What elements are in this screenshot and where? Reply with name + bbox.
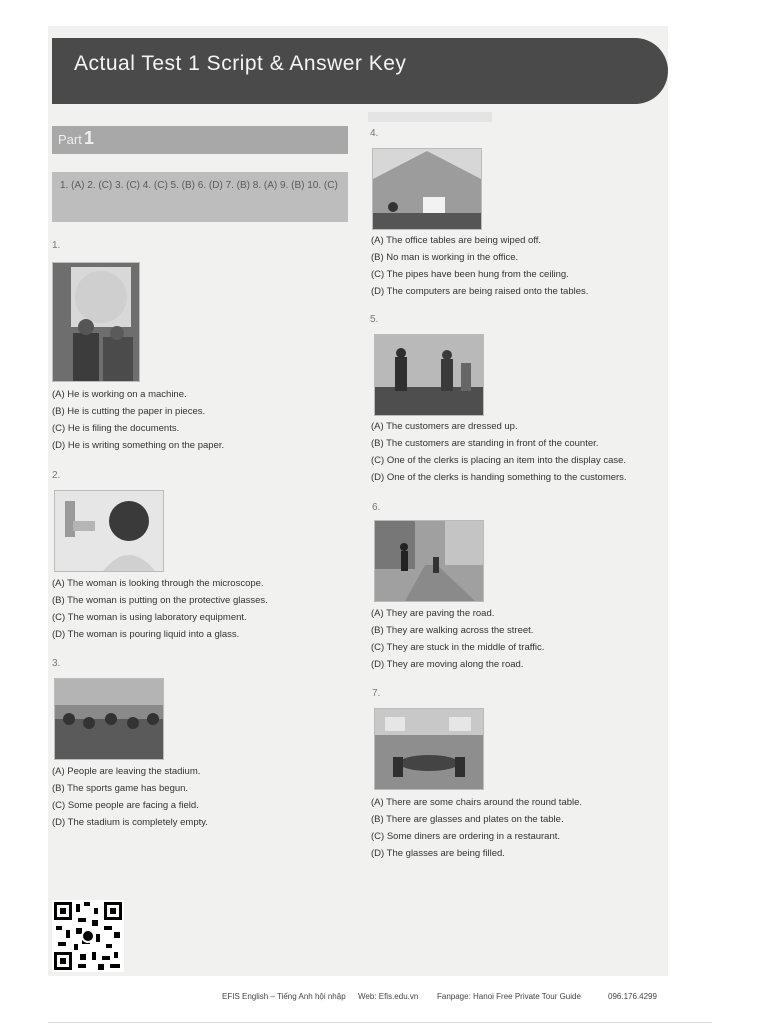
option-a: (A) They are paving the road.	[371, 608, 495, 619]
answer-key: 1. (A) 2. (C) 3. (C) 4. (C) 5. (B) 6. (D) 7. (B) 8. (A) 9. (B) 10. (C)	[52, 172, 348, 222]
options-q3	[52, 763, 208, 831]
options-q4	[371, 232, 588, 300]
option-b: (B) There are glasses and plates on the table.	[371, 814, 564, 825]
woman-laboratory-photo	[54, 490, 164, 572]
title-banner	[52, 38, 668, 104]
option-c: (C) Some people are facing a field.	[52, 800, 199, 811]
option-c: (C) They are stuck in the middle of traffic.	[371, 642, 545, 653]
question-number: 2.	[52, 470, 61, 481]
option-d: (D) The computers are being raised onto the tables.	[371, 286, 589, 297]
footer-phone: 096.176.4299	[608, 992, 657, 1001]
question-number: 7.	[372, 688, 381, 699]
options-q1	[52, 386, 224, 454]
footer-brand: EFIS English – Tiếng Anh hội nhập	[222, 992, 346, 1001]
options-q7	[371, 794, 582, 862]
page-title: Actual Test 1 Script & Answer Key	[74, 52, 407, 75]
option-b: (B) The woman is putting on the protective glasses.	[52, 595, 268, 606]
option-a: (A) There are some chairs around the round table.	[371, 797, 583, 808]
part-label: Part	[58, 132, 82, 147]
option-d: (D) He is writing something on the paper.	[52, 440, 225, 451]
option-d: (D) One of the clerks is handing something to the customers.	[371, 472, 627, 483]
option-a: (A) The customers are dressed up.	[371, 421, 518, 432]
street-people-photo	[374, 520, 484, 602]
question-number: 3.	[52, 658, 61, 669]
option-c: (C) One of the clerks is placing an item into the display case.	[371, 455, 627, 466]
option-a: (A) People are leaving the stadium.	[52, 766, 201, 777]
options-q2	[52, 575, 268, 643]
question-number: 1.	[52, 240, 61, 251]
options-q5	[371, 418, 627, 486]
dining-room-photo	[374, 708, 484, 790]
qr-code-icon	[52, 900, 124, 972]
option-b: (B) They are walking across the street.	[371, 625, 534, 636]
option-a: (A) The woman is looking through the microscope.	[52, 578, 264, 589]
option-d: (D) The woman is pouring liquid into a glass.	[52, 629, 240, 640]
part-number: 1	[84, 128, 95, 148]
question-number: 6.	[372, 502, 381, 513]
office-photo	[372, 148, 482, 230]
option-b: (B) The sports game has begun.	[52, 783, 189, 794]
option-b: (B) He is cutting the paper in pieces.	[52, 406, 206, 417]
option-a: (A) The office tables are being wiped off.	[371, 235, 542, 246]
store-counter-photo	[374, 334, 484, 416]
stadium-crowd-photo	[54, 678, 164, 760]
question-number: 5.	[370, 314, 379, 325]
part-header	[52, 126, 348, 154]
option-d: (D) The stadium is completely empty.	[52, 817, 208, 828]
options-q6	[371, 605, 544, 673]
option-c: (C) The pipes have been hung from the ceiling.	[371, 269, 569, 280]
footer-web: Web: Efis.edu.vn	[358, 992, 419, 1001]
footer-divider	[48, 1022, 712, 1023]
option-d: (D) They are moving along the road.	[371, 659, 524, 670]
option-c: (C) He is filing the documents.	[52, 423, 180, 434]
option-b: (B) The customers are standing in front of the counter.	[371, 438, 599, 449]
question-number: 4.	[370, 128, 379, 139]
option-a: (A) He is working on a machine.	[52, 389, 187, 400]
footer-fanpage: Fanpage: Hanoi Free Private Tour Guide	[437, 992, 581, 1001]
option-d: (D) The glasses are being filled.	[371, 848, 505, 859]
factory-worker-photo	[52, 262, 140, 382]
option-c: (C) The woman is using laboratory equipment.	[52, 612, 247, 623]
option-c: (C) Some diners are ordering in a restaurant.	[371, 831, 561, 842]
right-column-strip	[368, 112, 492, 122]
option-b: (B) No man is working in the office.	[371, 252, 519, 263]
